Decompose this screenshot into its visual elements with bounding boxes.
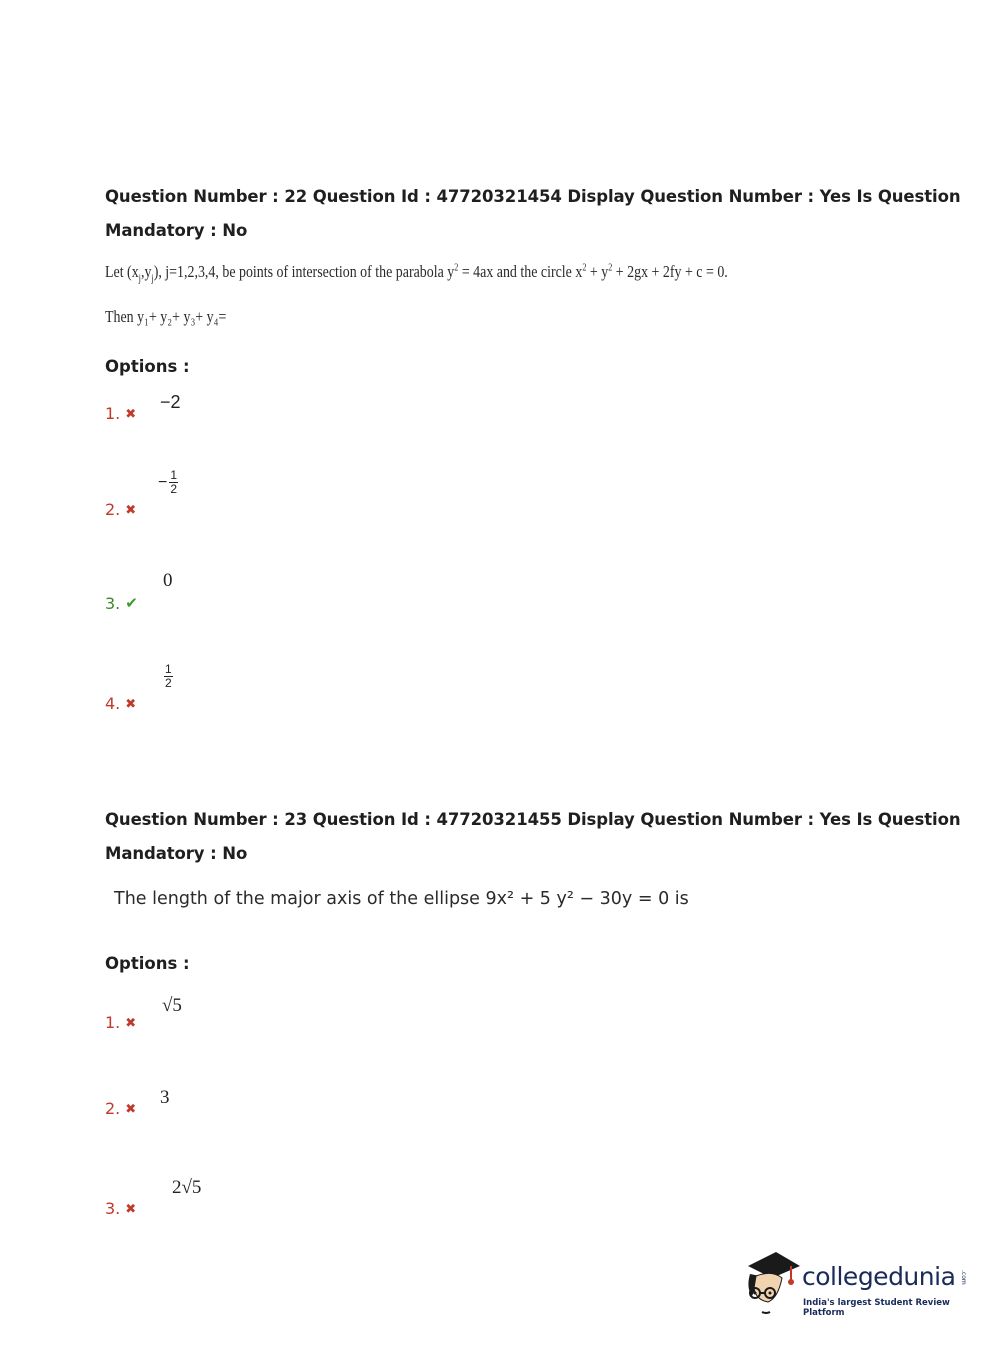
q23-options-label: Options : <box>105 954 190 973</box>
q23-option-1-value: √5 <box>162 995 182 1016</box>
q23-option-2-num-text: 2. <box>105 1099 121 1118</box>
q23-option-3-number <box>105 1199 136 1218</box>
q22-stem: Let $(x_j,y_j)$, j=1,2,3,4, be points of intersection of the parabola $y^2 = 4ax$ and the circle $x^2 + y^2 + 2gx + 2fy + c = 0$. <box>105 262 728 285</box>
logo-tagline: India's largest Student Review Platform <box>803 1298 950 1318</box>
cross-icon: ✖ <box>125 407 137 422</box>
q22-stem-part3: = 4ax and the circle x <box>458 262 583 281</box>
q22-option-2-value <box>158 469 178 496</box>
q22-option-1-digit: 2 <box>170 392 181 412</box>
fraction-denominator: 2 <box>170 482 178 496</box>
q22-stem-line2: Then y₁+ y₂+ y₃+ y₄= <box>105 307 227 326</box>
q22-option-1-minus: − <box>160 392 171 412</box>
q22-option-2-fraction <box>169 469 178 496</box>
q22-option-2-number <box>105 500 136 519</box>
q23-header-line2: Mandatory : No <box>105 844 248 863</box>
q23-header-line1: Question Number : 23 Question Id : 47720321455 Display Question Number : Yes Is Question <box>105 810 961 829</box>
q23-option-1-number <box>105 1013 136 1032</box>
q22-option-1-num-text: 1. <box>105 404 121 423</box>
cross-icon: ✖ <box>125 1102 137 1117</box>
check-icon: ✔ <box>125 594 138 612</box>
q22-option-2-minus: − <box>158 473 168 491</box>
collegedunia-logo <box>742 1248 972 1318</box>
q22-header-line2: Mandatory : No <box>105 221 248 240</box>
q22-option-3-value: 0 <box>163 570 173 591</box>
cross-icon: ✖ <box>125 503 137 518</box>
q23-option-3-value: 2√5 <box>172 1177 202 1198</box>
q22-header-line1: Question Number : 22 Question Id : 47720321454 Display Question Number : Yes Is Question <box>105 187 961 206</box>
q23-option-2-value: 3 <box>160 1087 170 1108</box>
cross-icon: ✖ <box>125 1016 137 1031</box>
fraction-denominator: 2 <box>165 676 172 690</box>
cross-icon: ✖ <box>125 1202 137 1217</box>
q22-stem-part1: Let (x <box>105 262 139 281</box>
q22-stem-part4: + 2gx + 2fy + c = 0. <box>612 262 728 281</box>
logo-suffix: .com <box>960 1270 967 1285</box>
q22-option-4-fraction <box>164 663 173 690</box>
q22-option-1-number <box>105 404 136 423</box>
q22-option-4-number <box>105 694 136 713</box>
q23-stem: The length of the major axis of the ellipse 9x² + 5 y² − 30y = 0 is <box>114 889 689 909</box>
q23-option-1-num-text: 1. <box>105 1013 121 1032</box>
cross-icon: ✖ <box>125 697 137 712</box>
fraction-numerator: 1 <box>170 468 178 482</box>
q22-option-2-num-text: 2. <box>105 500 121 519</box>
q22-option-4-num-text: 4. <box>105 694 121 713</box>
q22-option-3-num-text: 3. <box>105 594 121 613</box>
q22-option-4-value <box>164 663 173 690</box>
q22-option-3-number <box>105 594 138 613</box>
q22-stem-part2: ), j=1,2,3,4, be points of intersection of the parabola y <box>153 262 455 281</box>
fraction-numerator: 1 <box>165 662 172 676</box>
q23-option-2-number <box>105 1099 136 1118</box>
q23-option-3-num-text: 3. <box>105 1199 121 1218</box>
q22-options-label: Options : <box>105 357 190 376</box>
q22-option-1-value <box>160 392 181 413</box>
logo-wordmark: collegedunia <box>802 1262 956 1291</box>
mascot-icon <box>742 1248 802 1316</box>
